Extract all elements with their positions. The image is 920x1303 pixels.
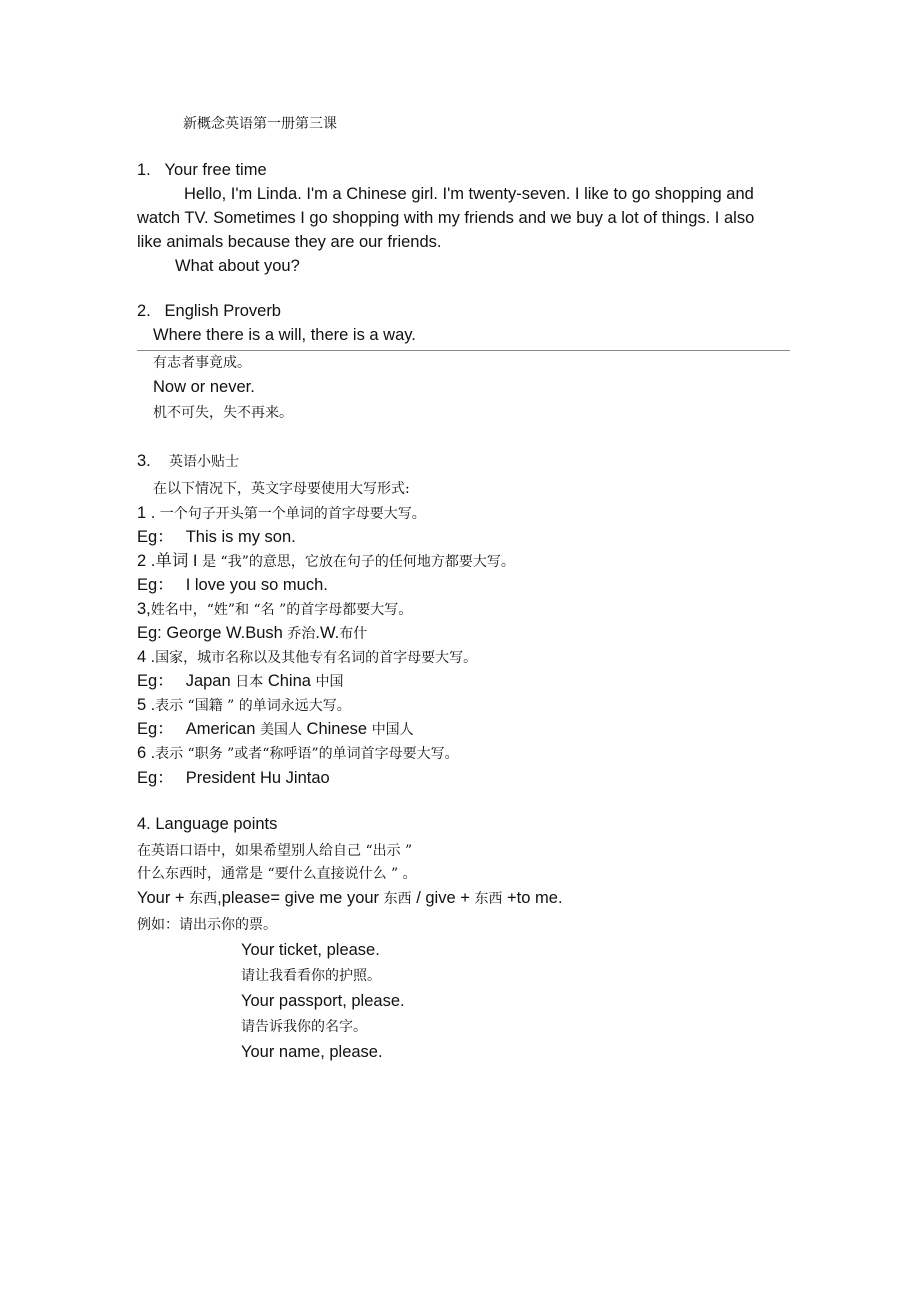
formula-text-a: Your +: [137, 889, 190, 907]
proverb-2-chinese: 机不可失，失不再来。: [153, 405, 293, 421]
formula-text-e: / give +: [411, 889, 475, 907]
example-5-text-d: 中国人: [371, 722, 414, 738]
example-5-text-b: 美国人: [259, 722, 302, 738]
section-2-heading: 2. English Proverb: [137, 302, 281, 320]
rule-5-text: .表示 “国籍 ” 的单词永远大写。: [146, 698, 351, 714]
example-3-text-d: 布什: [339, 626, 368, 642]
section-1-paragraph-line-3: like animals because they are our friends.: [137, 233, 442, 251]
section-3-intro: 在以下情况下，英文字母要使用大写形式:: [153, 481, 410, 497]
example-passport-chinese: 请让我看看你的护照。: [241, 968, 381, 984]
formula-text-f: 东西: [474, 891, 503, 907]
rule-2-text-b: 是 “我”的意思，它放在句子的任何地方都要大写。: [202, 554, 515, 570]
example-6-label: Eg：: [137, 769, 174, 787]
rule-5-number: 5: [137, 696, 147, 714]
example-4-label: Eg：: [137, 672, 174, 690]
formula-text-d: 东西: [383, 891, 412, 907]
section-1-heading: 1. Your free time: [137, 161, 267, 179]
example-6-text: President Hu Jintao: [185, 769, 330, 787]
rule-6: [137, 745, 459, 762]
example-4: [137, 673, 344, 690]
page-title: 新概念英语第一册第三课: [183, 116, 337, 132]
example-passport: Your passport, please.: [241, 992, 405, 1010]
rule-6-text: .表示 “职务 ”或者“称呼语”的单词首字母要大写。: [146, 746, 459, 762]
proverb-2-english: Now or never.: [153, 378, 255, 396]
example-5-label: Eg：: [137, 720, 174, 738]
example-4-text-b: 日本: [235, 674, 264, 690]
rule-4-number: 4: [137, 648, 147, 666]
example-5-text-c: Chinese: [301, 720, 372, 738]
proverb-1-english: Where there is a will, there is a way.: [153, 326, 416, 344]
rule-3-text: 姓名中，“姓”和 “名 ”的首字母都要大写。: [150, 602, 413, 618]
rule-2: [137, 553, 515, 570]
example-1-text: This is my son.: [185, 528, 296, 546]
rule-1: [137, 505, 426, 522]
rule-2-text-a: 2 .单词 I: [137, 552, 203, 570]
rule-6-number: 6: [137, 744, 147, 762]
section-3-number: 3.: [137, 452, 151, 470]
formula-text-b: 东西: [189, 891, 218, 907]
rule-4-text: .国家，城市名称以及其他专有名词的首字母要大写。: [146, 650, 478, 666]
rule-1-number: 1 .: [137, 504, 156, 522]
example-name: Your name, please.: [241, 1043, 383, 1061]
rule-3: [137, 601, 412, 618]
example-2: [137, 577, 328, 594]
example-1-label: Eg：: [137, 528, 174, 546]
example-3: [137, 625, 367, 642]
example-6: [137, 770, 330, 787]
example-5: [137, 721, 414, 738]
example-1: [137, 529, 296, 546]
example-3-text-c: .W.: [315, 624, 340, 642]
section-1-paragraph-line-2: watch TV. Sometimes I go shopping with my friends and we buy a lot of things. I also: [137, 209, 755, 227]
rule-4: [137, 649, 477, 666]
section-4-line-1: 在英语口语中，如果希望别人给自己 “出示 ”: [137, 843, 413, 859]
example-5-text-a: American: [185, 720, 260, 738]
example-4-text-c: China: [263, 672, 316, 690]
section-4-formula: [137, 890, 563, 907]
rule-3-number: 3,: [137, 600, 151, 618]
example-3-text-a: Eg: George W.Bush: [137, 624, 288, 642]
example-4-text-d: 中国: [315, 674, 344, 690]
example-2-text: I love you so much.: [185, 576, 328, 594]
formula-text-g: +to me.: [502, 889, 563, 907]
example-3-text-b: 乔治: [287, 626, 316, 642]
section-4-example-intro: 例如：请出示你的票。: [137, 917, 277, 933]
rule-5: [137, 697, 351, 714]
section-1-question: What about you?: [175, 257, 300, 275]
rule-1-text: 一个句子开头第一个单词的首字母要大写。: [155, 506, 426, 522]
divider-line: [137, 350, 790, 351]
section-3-title: 英语小贴士: [169, 454, 239, 470]
section-1-paragraph-line-1: Hello, I'm Linda. I'm a Chinese girl. I'm twenty-seven. I like to go shopping and: [184, 185, 754, 203]
section-4-heading: 4. Language points: [137, 815, 278, 833]
section-4-line-2: 什么东西时，通常是 “要什么直接说什么 ” 。: [137, 866, 417, 882]
example-name-chinese: 请告诉我你的名字。: [241, 1019, 367, 1035]
example-ticket: Your ticket, please.: [241, 941, 380, 959]
example-4-text-a: Japan: [185, 672, 236, 690]
example-2-label: Eg：: [137, 576, 174, 594]
formula-text-c: ,please= give me your: [217, 889, 384, 907]
proverb-1-chinese: 有志者事竟成。: [153, 355, 251, 371]
